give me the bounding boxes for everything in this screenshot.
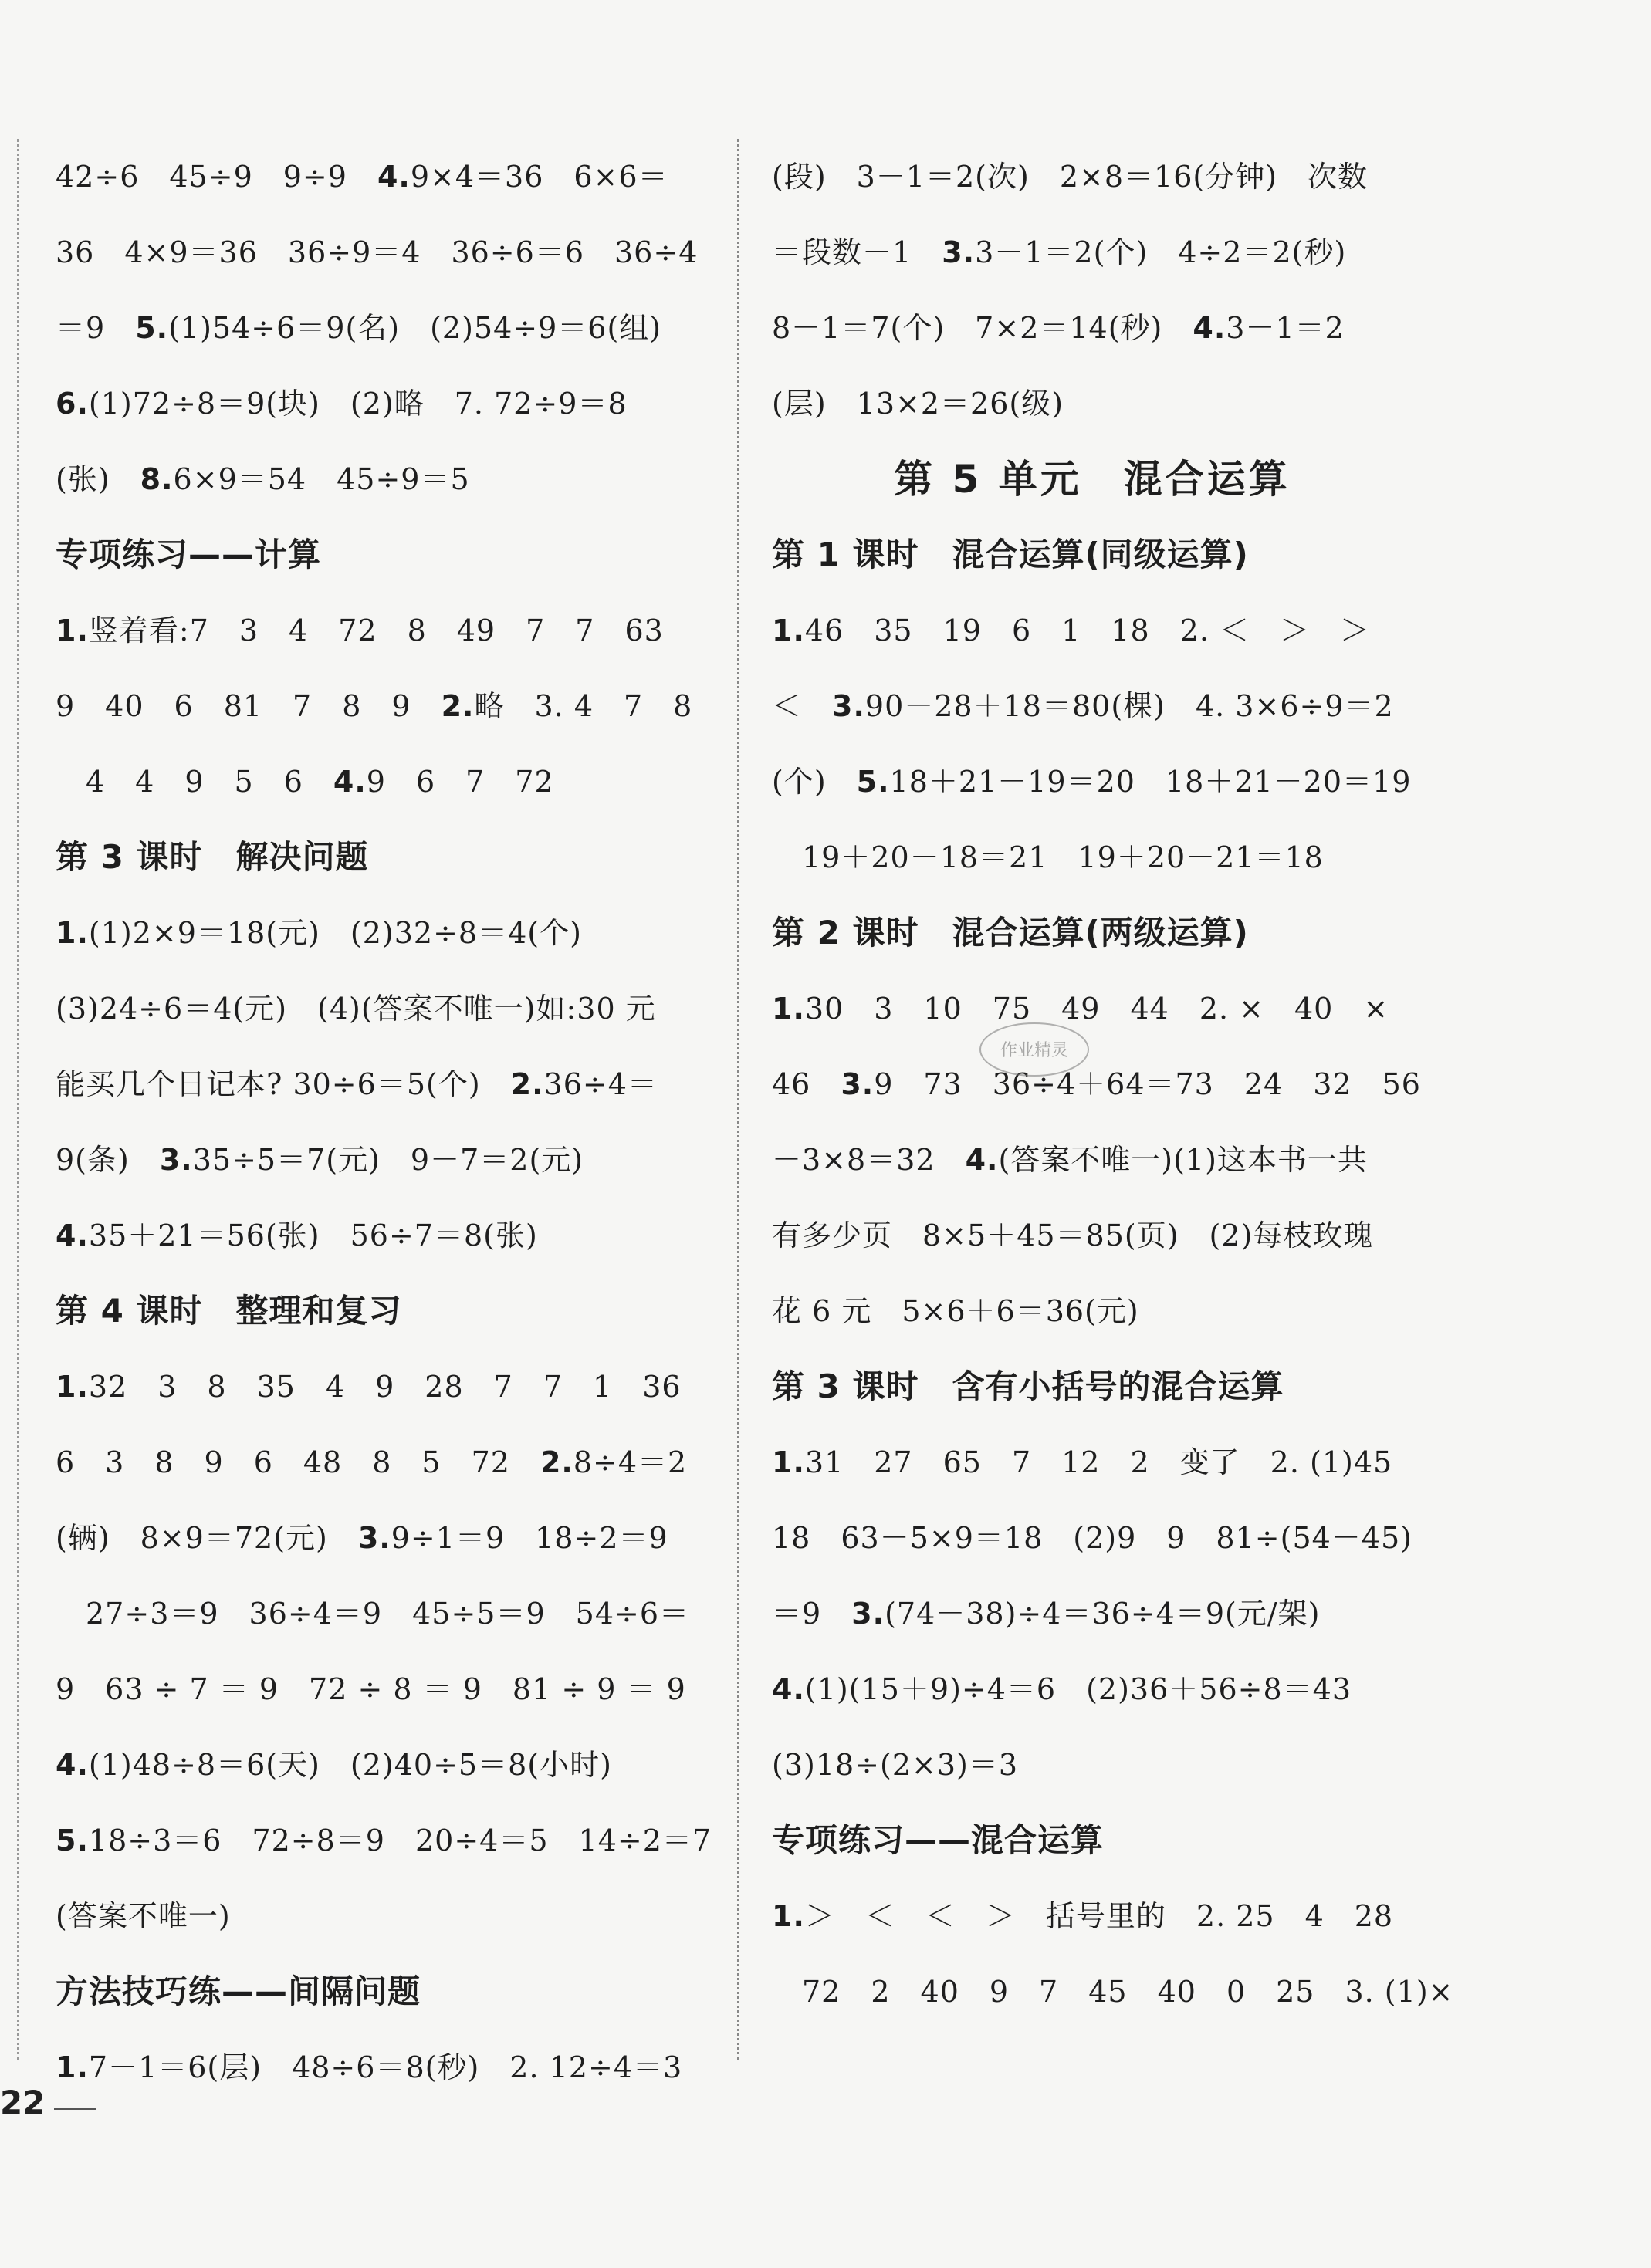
- line-text: 花 6 元 5×6＋6＝36(元): [772, 1294, 1139, 1328]
- question-number: 1.: [56, 1370, 89, 1404]
- question-number: 3.: [942, 235, 976, 269]
- line-answer: 9 6 7 72: [366, 765, 554, 799]
- line-answer: 90－28＋18＝80(棵) 4. 3×6÷9＝2: [864, 689, 1394, 723]
- answer-line: [56, 222, 704, 298]
- question-number: 4.: [965, 1143, 999, 1177]
- line-text: (张): [56, 462, 140, 496]
- line-answer: 9 73 36÷4＋64＝73 24 32 56: [874, 1067, 1421, 1101]
- footer-rule: [54, 2108, 96, 2110]
- line-text: ＝段数－1: [772, 235, 942, 269]
- line-text: 专项练习——混合运算: [772, 1821, 1105, 1859]
- line-text: 方法技巧练——间隔问题: [56, 1972, 421, 2010]
- answer-line: [772, 1508, 1412, 1584]
- question-number: 4.: [56, 1219, 89, 1252]
- line-text: ＜: [772, 689, 833, 723]
- question-number: 1.: [772, 1899, 805, 1933]
- question-number: 4.: [56, 1748, 89, 1782]
- answer-line: [56, 1432, 704, 1508]
- line-answer: 18÷3＝6 72÷8＝9 20÷4＝5 14÷2＝7: [88, 1824, 712, 1857]
- question-number: 1.: [772, 1445, 805, 1479]
- answer-line: [772, 298, 1412, 373]
- answer-line: [56, 298, 704, 373]
- section-heading: [56, 525, 704, 600]
- line-text: (辆) 8×9＝72(元): [56, 1521, 358, 1555]
- answer-line: [56, 1205, 704, 1281]
- line-answer: 8÷4＝2: [573, 1445, 688, 1479]
- line-text: (3)18÷(2×3)＝3: [772, 1748, 1019, 1782]
- answer-line: [772, 1281, 1412, 1357]
- line-answer: (1)48÷8＝6(天) (2)40÷5＝8(小时): [88, 1748, 612, 1782]
- line-text: 46: [772, 1067, 841, 1101]
- answer-line: [772, 147, 1412, 222]
- question-number: 3.: [159, 1143, 193, 1177]
- answer-line: [772, 600, 1412, 676]
- question-number: 3.: [851, 1597, 885, 1631]
- line-answer: 9÷1＝9 18÷2＝9: [391, 1521, 668, 1555]
- line-text: 第 3 课时 解决问题: [56, 838, 369, 876]
- answer-line: [772, 1130, 1412, 1205]
- line-text: 9 63 ÷ 7 ＝ 9 72 ÷ 8 ＝ 9 81 ÷ 9 ＝ 9: [56, 1672, 686, 1706]
- question-number: 4.: [1193, 311, 1226, 345]
- answer-line: [56, 1508, 704, 1584]
- line-text: (段) 3－1＝2(次) 2×8＝16(分钟) 次数: [772, 160, 1369, 194]
- page-number: 22: [0, 2084, 46, 2121]
- left-column: [56, 147, 712, 2113]
- answer-line: [772, 1584, 1412, 1659]
- question-number: 3.: [832, 689, 865, 723]
- line-answer: (1)72÷8＝9(块) (2)略 7. 72÷9＝8: [88, 387, 628, 421]
- answer-line: [772, 676, 1412, 752]
- line-text: 42÷6 45÷9 9÷9: [56, 160, 377, 194]
- line-text: (个): [772, 765, 857, 799]
- line-text: 6 3 8 9 6 48 8 5 72: [56, 1445, 540, 1479]
- line-text: ＝9: [56, 311, 136, 345]
- line-text: (层) 13×2＝26(级): [772, 387, 1064, 421]
- right-column: [772, 147, 1454, 2037]
- line-answer: 32 3 8 35 4 9 28 7 7 1 36: [88, 1370, 682, 1404]
- line-answer: 6×9＝54 45÷9＝5: [173, 462, 470, 496]
- answer-line: [56, 1357, 704, 1432]
- line-answer: (1)54÷6＝9(名) (2)54÷9＝6(组): [168, 311, 662, 345]
- line-text: 18 63－5×9＝18 (2)9 9 81÷(54－45): [772, 1521, 1412, 1555]
- line-answer: (1)2×9＝18(元) (2)32÷8＝4(个): [88, 916, 582, 950]
- question-number: 1.: [56, 613, 89, 647]
- line-text: 8－1＝7(个) 7×2＝14(秒): [772, 311, 1193, 345]
- answer-line: [772, 222, 1412, 298]
- answer-line: [56, 373, 704, 449]
- answer-line: [56, 1735, 704, 1810]
- answer-line: [772, 1432, 1412, 1508]
- question-number: 1.: [772, 992, 805, 1026]
- line-answer: 9×4＝36 6×6＝: [410, 160, 668, 194]
- line-text: 4 4 9 5 6: [56, 765, 333, 799]
- answer-line: [772, 1886, 1412, 1962]
- answer-line: [772, 1735, 1412, 1810]
- line-text: 第 1 课时 混合运算(同级运算): [772, 536, 1249, 573]
- answer-line: [56, 979, 704, 1054]
- line-text: 能买几个日记本? 30÷6＝5(个): [56, 1067, 511, 1101]
- line-answer: 3－1＝2: [1226, 311, 1345, 345]
- line-answer: 竖着看:7 3 4 72 8 49 7 7 63: [88, 613, 664, 647]
- watermark-stamp: [976, 1019, 1092, 1080]
- answer-line: [772, 1205, 1412, 1281]
- section-heading: [772, 1357, 1412, 1432]
- line-answer: 35＋21＝56(张) 56÷7＝8(张): [88, 1219, 538, 1252]
- question-number: 1.: [772, 613, 805, 647]
- line-text: 第 5 单元 混合运算: [894, 457, 1291, 502]
- line-answer: (74－38)÷4＝36÷4＝9(元/架): [885, 1597, 1321, 1631]
- line-answer: 31 27 65 7 12 2 变了 2. (1)45: [804, 1445, 1393, 1479]
- line-answer: 35÷5＝7(元) 9－7＝2(元): [192, 1143, 584, 1177]
- question-number: 1.: [56, 916, 89, 950]
- question-number: 1.: [56, 2050, 89, 2084]
- line-answer: 18＋21－19＝20 18＋21－20＝19: [889, 765, 1412, 799]
- line-text: (3)24÷6＝4(元) (4)(答案不唯一)如:30 元: [56, 992, 656, 1026]
- question-number: 6.: [56, 387, 89, 421]
- line-text: 36 4×9＝36 36÷9＝4 36÷6＝6 36÷4: [56, 235, 699, 269]
- question-number: 5.: [135, 311, 169, 345]
- question-number: 5.: [856, 765, 890, 799]
- line-answer: (答案不唯一)(1)这本书一共: [998, 1143, 1368, 1177]
- left-margin-divider: [17, 139, 19, 2060]
- question-number: 3.: [357, 1521, 391, 1555]
- section-heading: [56, 1962, 704, 2037]
- question-number: 2.: [510, 1067, 544, 1101]
- line-text: 第 4 课时 整理和复习: [56, 1292, 402, 1330]
- question-number: 5.: [56, 1824, 89, 1857]
- line-answer: 46 35 19 6 1 18 2. ＜ ＞ ＞: [804, 613, 1370, 647]
- section-heading: [56, 1281, 704, 1357]
- line-text: ＝9: [772, 1597, 852, 1631]
- line-text: 72 2 40 9 7 45 40 0 25 3. (1)×: [772, 1975, 1454, 2009]
- question-number: 4.: [333, 765, 367, 799]
- answer-line: [56, 1054, 704, 1130]
- section-heading: [772, 903, 1412, 979]
- answer-line: [56, 1130, 704, 1205]
- section-heading: [772, 525, 1412, 600]
- line-answer: 30 3 10 75 49 44 2. × 40 ×: [804, 992, 1389, 1026]
- watermark-stamp-text: 作业精灵: [1000, 1041, 1069, 1060]
- line-text: 第 3 课时 含有小括号的混合运算: [772, 1367, 1284, 1405]
- line-answer: 3－1＝2(个) 4÷2＝2(秒): [975, 235, 1347, 269]
- answer-line: [56, 449, 704, 525]
- answer-line: [56, 2037, 704, 2113]
- section-heading: [772, 1810, 1412, 1886]
- answer-line: [56, 1886, 704, 1962]
- line-answer: 略 3. 4 7 8: [474, 689, 693, 723]
- line-text: －3×8＝32: [772, 1143, 966, 1177]
- line-text: 9 40 6 81 7 8 9: [56, 689, 442, 723]
- column-divider: [737, 139, 739, 2060]
- answer-line: [772, 1659, 1412, 1735]
- line-text: 有多少页 8×5＋45＝85(页) (2)每枝玫瑰: [772, 1219, 1374, 1252]
- answer-line: [56, 1659, 704, 1735]
- answer-line: [772, 1054, 1421, 1130]
- question-number: 2.: [540, 1445, 573, 1479]
- answer-line: [56, 1584, 704, 1659]
- question-number: 2.: [441, 689, 475, 723]
- answer-line: [772, 979, 1412, 1054]
- unit-title: [772, 449, 1412, 525]
- question-number: 3.: [841, 1067, 875, 1101]
- answer-line: [772, 752, 1412, 827]
- answer-line: [56, 676, 704, 752]
- answer-line: [56, 1810, 712, 1886]
- line-answer: 7－1＝6(层) 48÷6＝8(秒) 2. 12÷4＝3: [88, 2050, 683, 2084]
- answer-line: [56, 903, 704, 979]
- line-answer: (1)(15＋9)÷4＝6 (2)36＋56÷8＝43: [804, 1672, 1352, 1706]
- line-text: 27÷3＝9 36÷4＝9 45÷5＝9 54÷6＝: [56, 1597, 690, 1631]
- question-number: 4.: [772, 1672, 805, 1706]
- answer-line: [56, 600, 704, 676]
- section-heading: [56, 827, 704, 903]
- question-number: 4.: [377, 160, 411, 194]
- answer-line: [772, 827, 1412, 903]
- line-text: 专项练习——计算: [56, 536, 322, 573]
- line-text: 9(条): [56, 1143, 160, 1177]
- line-answer: 36÷4＝: [543, 1067, 658, 1101]
- answer-line: [56, 147, 704, 222]
- line-text: (答案不唯一): [56, 1899, 231, 1933]
- line-text: 第 2 课时 混合运算(两级运算): [772, 914, 1249, 951]
- line-text: 19＋20－18＝21 19＋20－21＝18: [772, 840, 1324, 874]
- answer-line: [56, 752, 704, 827]
- answer-line: [772, 1962, 1454, 2037]
- question-number: 8.: [140, 462, 174, 496]
- answer-line: [772, 373, 1412, 449]
- line-answer: ＞ ＜ ＜ ＞ 括号里的 2. 25 4 28: [804, 1899, 1394, 1933]
